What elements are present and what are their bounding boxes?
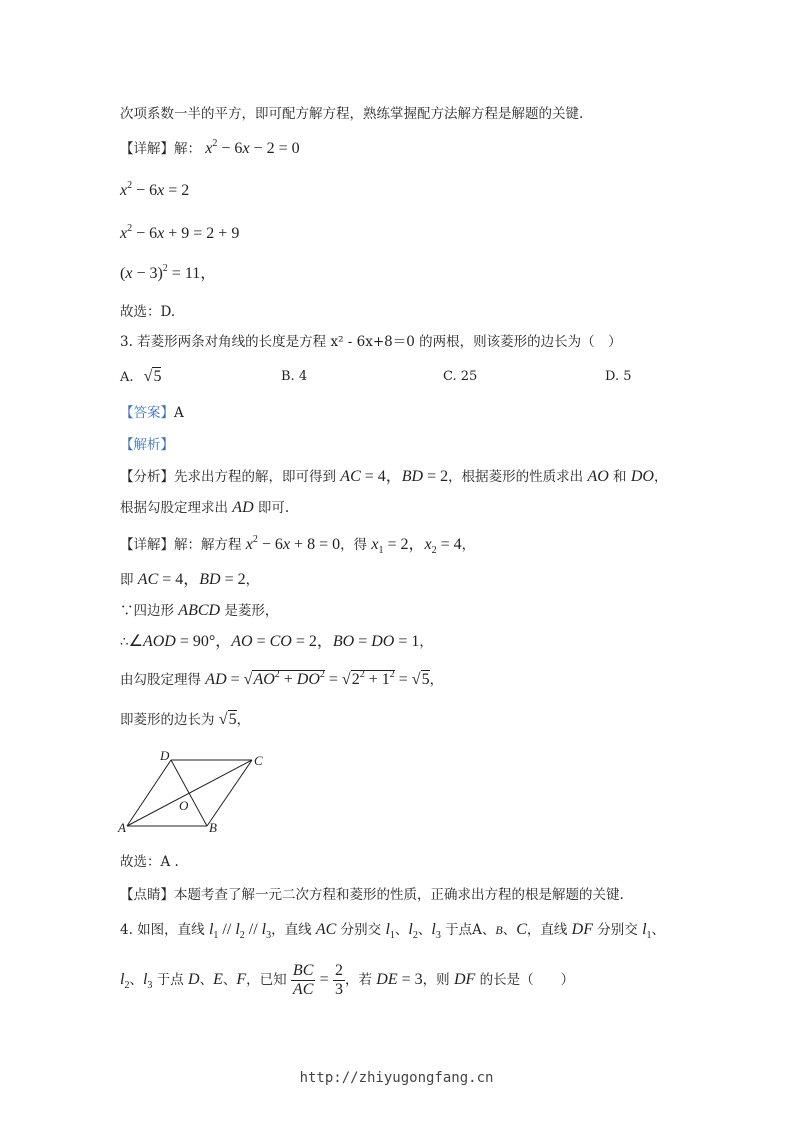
label-a: A xyxy=(118,820,126,835)
rhombus-figure xyxy=(115,748,275,838)
q2-equation-4: $(x - 3)^2 = 11$， xyxy=(120,263,217,282)
dianjing-label: 【点睛】 xyxy=(120,887,174,903)
q3-stem: 3. 若菱形两条对角线的长度是方程 x² - 6x+8＝0 的两根，则该菱形的边长为（ ） xyxy=(120,334,622,350)
answer-label: 【答案】 xyxy=(120,405,174,421)
q3-analysis-label: 【解析】 xyxy=(120,437,174,453)
q2-equation-2: $x^2 - 6x = 2$ xyxy=(120,180,190,199)
fraction-bc-ac: $\frac{BC}{AC}$ xyxy=(292,962,314,998)
paragraph-continuation: 次项系数一半的平方，即可配方解方程，熟练掌握配方法解方程是解题的关键. xyxy=(120,106,584,122)
q3-option-c: C. 25 xyxy=(443,369,478,384)
q4-line-2: $l_2$、$l_3$ 于点 D、E、F，已知 $\frac{BC}{AC}$ = $\frac{2}{3}$ ，若 DE = 3，则 DF 的长是（ ） xyxy=(120,962,575,998)
q2-equation-3: $x^2 - 6x + 9 = 2 + 9$ xyxy=(120,223,240,242)
detail-label: 【详解】 xyxy=(120,141,174,157)
q3-line-side: 即菱形的边长为 √5， xyxy=(120,711,251,728)
footer-url: http://zhiyugongfang.cn xyxy=(299,1070,494,1086)
q2-choice: 故选：D. xyxy=(120,304,176,320)
q3-dianjing xyxy=(120,885,624,905)
q3-fenxi-2: 根据勾股定理求出 AD 即可. xyxy=(120,499,290,516)
solve-word: 解： xyxy=(174,141,201,157)
q3-line-pythagoras: 由勾股定理得 AD = $√AO^2 + DO^2 = √2^2 + 1^2 = √5$， xyxy=(120,669,444,688)
q3-answer xyxy=(120,403,184,423)
q3-line-rhombus: ∵四边形 ABCD 是菱形， xyxy=(120,602,279,619)
label-c: C xyxy=(254,753,263,768)
answer-value: A xyxy=(174,405,184,421)
q4-line-1: 4. 如图，直线 $l_1 // l_2 // l_3$，直线 AC 分别交 $l_1$、$l_2$、$l_3$ 于点A、B、C，直线 DF 分别交 $l_1$、 xyxy=(120,921,666,941)
q2-equation-1: $x^2 - 6x - 2 = 0$ xyxy=(205,138,300,157)
dianjing-text: 本题考查了解一元二次方程和菱形的性质，正确求出方程的根是解题的关键. xyxy=(174,887,624,903)
fenxi-label: 【分析】 xyxy=(120,469,174,485)
label-d: D xyxy=(160,748,170,763)
q3-option-a: A. √5 xyxy=(120,368,162,385)
label-o: O xyxy=(179,798,189,813)
q3-option-b: B. 4 xyxy=(281,369,308,384)
detail-label-2: 【详解】 xyxy=(120,537,174,553)
q3-line-angle: ∴∠AOD = 90°，AO = CO = 2，BO = DO = 1， xyxy=(120,633,433,650)
label-b: B xyxy=(209,820,217,835)
q3-detail: 【详解】解：解方程 $x^2 - 6x + 8 = 0$，得 $x_1 = 2$，$x_2 = 4$， xyxy=(120,534,476,556)
fraction-2-3: $\frac{2}{3}$ xyxy=(335,962,343,998)
q2-detail-line xyxy=(120,139,300,159)
q3-fenxi: 【分析】先求出方程的解，即可得到 AC = 4，BD = 2，根据菱形的性质求出 AO 和 DO， xyxy=(120,468,668,485)
q3-option-d: D. 5 xyxy=(605,369,632,384)
q3-choice: 故选：A . xyxy=(120,854,179,870)
q3-line-ac-bd: 即 AC = 4，BD = 2， xyxy=(120,571,260,588)
